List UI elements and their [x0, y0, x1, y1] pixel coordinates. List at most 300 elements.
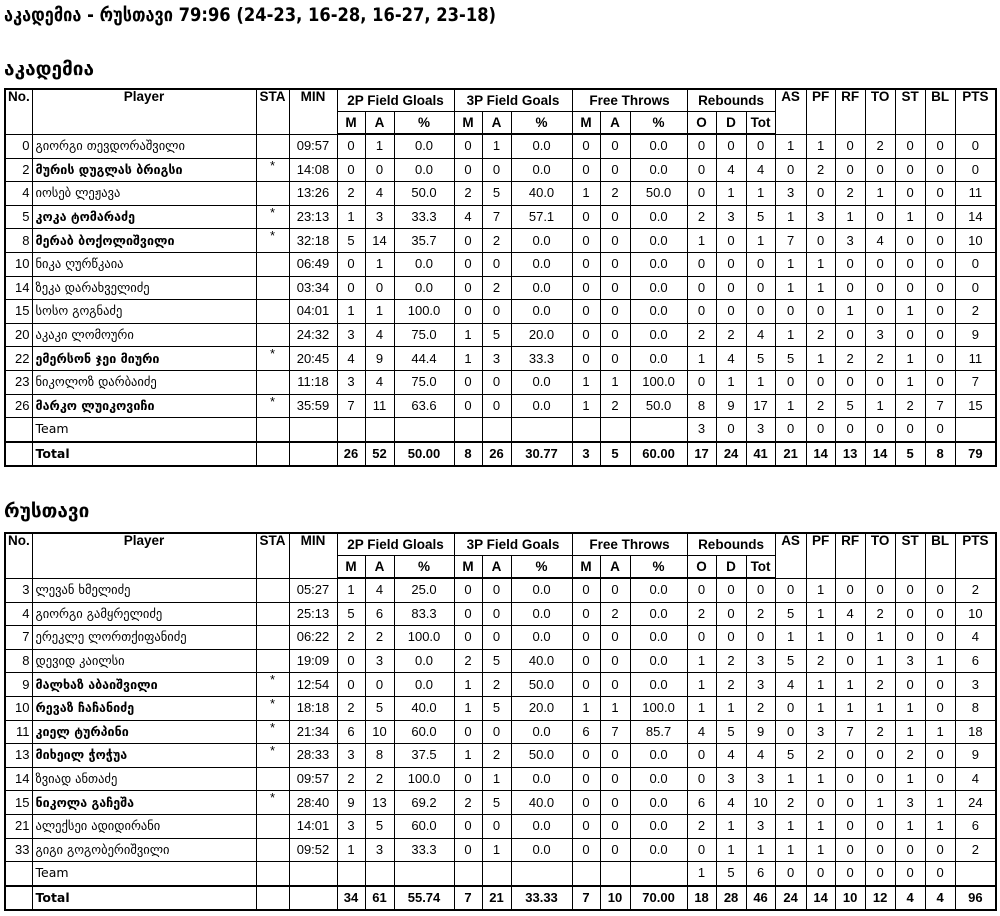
player-number: 10 — [5, 696, 32, 720]
team-stat-bl: 0 — [925, 418, 955, 442]
stat-a3: 0 — [482, 720, 511, 744]
stat-pts: 7 — [955, 370, 996, 394]
stat-tot: 1 — [746, 229, 775, 253]
stat-m3: 0 — [454, 602, 482, 626]
player-minutes: 25:13 — [289, 602, 337, 626]
stat-aft: 0 — [600, 347, 630, 371]
stat-d: 0 — [716, 300, 746, 324]
stat-o: 0 — [687, 578, 716, 602]
stat-pf: 1 — [806, 276, 835, 300]
stat-as: 7 — [775, 229, 806, 253]
stat-pft: 0.0 — [630, 323, 687, 347]
stat-to: 0 — [865, 300, 895, 324]
player-name: ნიკოლოზ დარბაიძე — [32, 370, 256, 394]
stat-st: 1 — [895, 720, 925, 744]
stat-o: 2 — [687, 814, 716, 838]
stat-pf: 1 — [806, 814, 835, 838]
stat-p3: 0.0 — [511, 767, 572, 791]
stat-p3: 50.0 — [511, 673, 572, 697]
box-score-table-away — [4, 532, 997, 911]
empty-cell — [394, 418, 454, 442]
header-rebounds: Rebounds — [687, 89, 775, 112]
player-row — [5, 578, 996, 602]
header-3p-field-goals: 3P Field Goals — [454, 533, 572, 556]
empty-cell — [256, 442, 289, 467]
player-name: ემერსონ ჯეი მიური — [32, 347, 256, 371]
stat-as: 5 — [775, 602, 806, 626]
player-number: 3 — [5, 578, 32, 602]
total-rf: 10 — [835, 886, 865, 911]
player-number: 26 — [5, 394, 32, 418]
player-minutes: 14:01 — [289, 814, 337, 838]
stat-a2: 1 — [365, 252, 394, 276]
team-stat-st: 0 — [895, 418, 925, 442]
stat-pts: 3 — [955, 673, 996, 697]
stat-o: 0 — [687, 300, 716, 324]
stat-a3: 7 — [482, 205, 511, 229]
stat-tot: 0 — [746, 300, 775, 324]
stat-a3: 5 — [482, 182, 511, 206]
player-number: 23 — [5, 370, 32, 394]
player-starter-mark: * — [256, 158, 289, 182]
stat-d: 0 — [716, 252, 746, 276]
stat-to: 1 — [865, 626, 895, 650]
stat-pf: 1 — [806, 134, 835, 158]
header-row — [5, 89, 996, 112]
stat-st: 2 — [895, 394, 925, 418]
stat-tot: 3 — [746, 673, 775, 697]
stat-a2: 2 — [365, 767, 394, 791]
header-to: TO — [865, 533, 895, 578]
stat-as: 0 — [775, 720, 806, 744]
header-rebounds: Rebounds — [687, 533, 775, 556]
stat-a2: 14 — [365, 229, 394, 253]
stat-d: 1 — [716, 696, 746, 720]
stat-st: 1 — [895, 696, 925, 720]
stat-pf: 1 — [806, 673, 835, 697]
team-stat-tot: 3 — [746, 418, 775, 442]
subheader-a: A — [365, 556, 394, 579]
stat-aft: 0 — [600, 252, 630, 276]
stat-pts: 2 — [955, 838, 996, 862]
total-m3: 8 — [454, 442, 482, 467]
stat-a3: 2 — [482, 744, 511, 768]
empty-cell — [600, 862, 630, 886]
stat-rf: 0 — [835, 814, 865, 838]
stat-a2: 2 — [365, 626, 394, 650]
player-number: 11 — [5, 720, 32, 744]
total-aft: 10 — [600, 886, 630, 911]
stat-p2: 35.7 — [394, 229, 454, 253]
player-name: ნიკა ღურწკაია — [32, 252, 256, 276]
player-minutes: 13:26 — [289, 182, 337, 206]
stat-to: 1 — [865, 649, 895, 673]
total-row — [5, 886, 996, 911]
stat-pft: 0.0 — [630, 838, 687, 862]
stat-pts: 11 — [955, 347, 996, 371]
stat-p2: 33.3 — [394, 838, 454, 862]
stat-as: 5 — [775, 347, 806, 371]
stat-d: 4 — [716, 347, 746, 371]
subheader-tot: Tot — [746, 112, 775, 135]
player-number: 0 — [5, 134, 32, 158]
player-number: 7 — [5, 626, 32, 650]
stat-a2: 10 — [365, 720, 394, 744]
stat-p3: 20.0 — [511, 696, 572, 720]
player-number: 4 — [5, 182, 32, 206]
stat-p3: 0.0 — [511, 394, 572, 418]
stat-a2: 9 — [365, 347, 394, 371]
subheader-a: A — [482, 556, 511, 579]
stat-m2: 2 — [337, 767, 365, 791]
total-m3: 7 — [454, 886, 482, 911]
stat-m2: 0 — [337, 276, 365, 300]
player-number: 13 — [5, 744, 32, 768]
stat-a3: 0 — [482, 394, 511, 418]
stat-pft: 0.0 — [630, 347, 687, 371]
player-starter-mark — [256, 323, 289, 347]
stat-st: 0 — [895, 602, 925, 626]
player-number: 10 — [5, 252, 32, 276]
stat-st: 1 — [895, 347, 925, 371]
stat-pf: 1 — [806, 347, 835, 371]
stat-p3: 0.0 — [511, 626, 572, 650]
stat-o: 0 — [687, 370, 716, 394]
stat-aft: 2 — [600, 182, 630, 206]
stat-st: 0 — [895, 229, 925, 253]
stat-o: 4 — [687, 720, 716, 744]
player-row — [5, 767, 996, 791]
stat-m3: 0 — [454, 767, 482, 791]
player-minutes: 14:08 — [289, 158, 337, 182]
stat-m3: 1 — [454, 347, 482, 371]
header-row — [5, 533, 996, 556]
player-number: 20 — [5, 323, 32, 347]
total-p2: 55.74 — [394, 886, 454, 911]
stat-to: 0 — [865, 578, 895, 602]
header-free-throws: Free Throws — [572, 89, 687, 112]
stat-o: 0 — [687, 276, 716, 300]
stat-a3: 0 — [482, 626, 511, 650]
stat-a3: 0 — [482, 814, 511, 838]
stat-st: 1 — [895, 300, 925, 324]
stat-bl: 0 — [925, 229, 955, 253]
stat-pts: 2 — [955, 578, 996, 602]
stat-pft: 0.0 — [630, 649, 687, 673]
team-stat-rf: 0 — [835, 862, 865, 886]
stat-aft: 0 — [600, 578, 630, 602]
stat-m3: 0 — [454, 276, 482, 300]
player-row — [5, 838, 996, 862]
total-o: 17 — [687, 442, 716, 467]
stat-tot: 0 — [746, 252, 775, 276]
stat-m3: 0 — [454, 814, 482, 838]
stat-rf: 1 — [835, 673, 865, 697]
stat-pft: 0.0 — [630, 205, 687, 229]
stat-pts: 15 — [955, 394, 996, 418]
player-name: სოსო გოგნაძე — [32, 300, 256, 324]
player-name: მიხეილ ჭოჭუა — [32, 744, 256, 768]
stat-d: 5 — [716, 720, 746, 744]
stat-p3: 0.0 — [511, 276, 572, 300]
subheader-m: M — [454, 556, 482, 579]
stat-a3: 0 — [482, 578, 511, 602]
player-row — [5, 323, 996, 347]
subheader-d: D — [716, 112, 746, 135]
stat-p3: 40.0 — [511, 649, 572, 673]
header-st: ST — [895, 89, 925, 134]
stat-as: 1 — [775, 276, 806, 300]
stat-a2: 0 — [365, 276, 394, 300]
stat-m3: 0 — [454, 300, 482, 324]
stat-pft: 50.0 — [630, 182, 687, 206]
header-no: No. — [5, 533, 32, 578]
player-starter-mark: * — [256, 205, 289, 229]
stat-a2: 8 — [365, 744, 394, 768]
stat-bl: 0 — [925, 158, 955, 182]
stat-d: 1 — [716, 182, 746, 206]
stat-m3: 0 — [454, 838, 482, 862]
stat-as: 1 — [775, 814, 806, 838]
player-minutes: 23:13 — [289, 205, 337, 229]
stat-a3: 0 — [482, 370, 511, 394]
stat-pf: 1 — [806, 696, 835, 720]
stat-a3: 0 — [482, 252, 511, 276]
subheader-pct: % — [511, 556, 572, 579]
stat-pf: 0 — [806, 229, 835, 253]
stat-bl: 0 — [925, 767, 955, 791]
player-starter-mark: * — [256, 673, 289, 697]
stat-rf: 7 — [835, 720, 865, 744]
stat-p2: 44.4 — [394, 347, 454, 371]
stat-p3: 0.0 — [511, 720, 572, 744]
player-name: ზვიად ანთაძე — [32, 767, 256, 791]
stat-mft: 0 — [572, 276, 600, 300]
player-row — [5, 347, 996, 371]
stat-rf: 5 — [835, 394, 865, 418]
stat-mft: 1 — [572, 394, 600, 418]
total-d: 28 — [716, 886, 746, 911]
stat-m2: 3 — [337, 814, 365, 838]
total-pf: 14 — [806, 442, 835, 467]
empty-cell — [955, 862, 996, 886]
stat-o: 6 — [687, 791, 716, 815]
header-no: No. — [5, 89, 32, 134]
stat-tot: 10 — [746, 791, 775, 815]
stat-a3: 0 — [482, 602, 511, 626]
player-name: იოსებ ლეჟავა — [32, 182, 256, 206]
header-pts: PTS — [955, 533, 996, 578]
stat-bl: 0 — [925, 370, 955, 394]
empty-cell — [955, 418, 996, 442]
header-sta: STA — [256, 89, 289, 134]
stat-rf: 3 — [835, 229, 865, 253]
stat-rf: 0 — [835, 791, 865, 815]
player-row — [5, 370, 996, 394]
total-p3: 33.33 — [511, 886, 572, 911]
stat-mft: 0 — [572, 744, 600, 768]
stat-pft: 100.0 — [630, 370, 687, 394]
stat-st: 0 — [895, 252, 925, 276]
stat-bl: 0 — [925, 134, 955, 158]
stat-rf: 0 — [835, 838, 865, 862]
total-a2: 52 — [365, 442, 394, 467]
stat-tot: 0 — [746, 578, 775, 602]
stat-m2: 0 — [337, 673, 365, 697]
stat-o: 1 — [687, 229, 716, 253]
stat-pf: 3 — [806, 720, 835, 744]
stat-p2: 75.0 — [394, 370, 454, 394]
stat-pft: 50.0 — [630, 394, 687, 418]
stat-aft: 0 — [600, 205, 630, 229]
stat-to: 0 — [865, 276, 895, 300]
stat-mft: 0 — [572, 323, 600, 347]
stat-st: 0 — [895, 838, 925, 862]
header-as: AS — [775, 533, 806, 578]
player-row — [5, 394, 996, 418]
header-pts: PTS — [955, 89, 996, 134]
stat-mft: 0 — [572, 602, 600, 626]
header-bl: BL — [925, 89, 955, 134]
stat-a2: 4 — [365, 578, 394, 602]
stat-bl: 7 — [925, 394, 955, 418]
stat-st: 1 — [895, 767, 925, 791]
empty-cell — [482, 418, 511, 442]
stat-rf: 0 — [835, 370, 865, 394]
player-minutes: 21:34 — [289, 720, 337, 744]
stat-p2: 75.0 — [394, 323, 454, 347]
stat-p3: 20.0 — [511, 323, 572, 347]
subheader-tot: Tot — [746, 556, 775, 579]
total-to: 12 — [865, 886, 895, 911]
stat-aft: 2 — [600, 394, 630, 418]
stat-p3: 0.0 — [511, 229, 572, 253]
total-as: 21 — [775, 442, 806, 467]
stat-m3: 4 — [454, 205, 482, 229]
player-minutes: 28:40 — [289, 791, 337, 815]
stat-aft: 2 — [600, 602, 630, 626]
stat-to: 0 — [865, 838, 895, 862]
stat-st: 0 — [895, 158, 925, 182]
player-row — [5, 649, 996, 673]
stat-d: 1 — [716, 370, 746, 394]
player-minutes: 20:45 — [289, 347, 337, 371]
subheader-a: A — [482, 112, 511, 135]
player-number: 15 — [5, 300, 32, 324]
stat-pft: 0.0 — [630, 626, 687, 650]
empty-cell — [5, 418, 32, 442]
stat-tot: 0 — [746, 626, 775, 650]
empty-cell — [289, 442, 337, 467]
header-st: ST — [895, 533, 925, 578]
stat-a2: 13 — [365, 791, 394, 815]
stat-p2: 69.2 — [394, 791, 454, 815]
stat-o: 1 — [687, 696, 716, 720]
stat-tot: 1 — [746, 838, 775, 862]
stat-bl: 1 — [925, 814, 955, 838]
stat-aft: 0 — [600, 276, 630, 300]
player-starter-mark — [256, 626, 289, 650]
team-stat-as: 0 — [775, 418, 806, 442]
stat-bl: 0 — [925, 673, 955, 697]
stat-as: 1 — [775, 134, 806, 158]
team-stat-pf: 0 — [806, 418, 835, 442]
stat-a2: 1 — [365, 300, 394, 324]
player-minutes: 09:57 — [289, 767, 337, 791]
stat-pts: 9 — [955, 744, 996, 768]
stat-bl: 0 — [925, 626, 955, 650]
player-row — [5, 158, 996, 182]
stat-pts: 4 — [955, 767, 996, 791]
stat-st: 0 — [895, 134, 925, 158]
stat-rf: 0 — [835, 744, 865, 768]
player-name: ნიკოლა გაჩეშა — [32, 791, 256, 815]
stat-mft: 6 — [572, 720, 600, 744]
stat-pft: 0.0 — [630, 767, 687, 791]
game-title: აკადემია - რუსთავი 79:96 (24-23, 16-28, 16-27, 23-18) — [4, 4, 497, 26]
stat-pts: 14 — [955, 205, 996, 229]
empty-cell — [289, 862, 337, 886]
empty-cell — [511, 418, 572, 442]
stat-a2: 1 — [365, 134, 394, 158]
stat-p3: 40.0 — [511, 791, 572, 815]
total-p2: 50.00 — [394, 442, 454, 467]
stat-m3: 0 — [454, 134, 482, 158]
empty-cell — [600, 418, 630, 442]
stat-mft: 0 — [572, 673, 600, 697]
stat-pft: 85.7 — [630, 720, 687, 744]
stat-as: 0 — [775, 578, 806, 602]
stat-bl: 0 — [925, 300, 955, 324]
stat-p3: 0.0 — [511, 602, 572, 626]
stat-m2: 1 — [337, 205, 365, 229]
stat-pts: 0 — [955, 276, 996, 300]
stat-to: 0 — [865, 767, 895, 791]
stat-tot: 4 — [746, 323, 775, 347]
subheader-o: O — [687, 112, 716, 135]
total-pts: 79 — [955, 442, 996, 467]
stat-tot: 4 — [746, 744, 775, 768]
subheader-pct: % — [630, 112, 687, 135]
stat-d: 0 — [716, 229, 746, 253]
stat-m2: 1 — [337, 578, 365, 602]
stat-pts: 2 — [955, 300, 996, 324]
player-number: 15 — [5, 791, 32, 815]
stat-p2: 0.0 — [394, 673, 454, 697]
stat-aft: 0 — [600, 134, 630, 158]
subheader-m: M — [454, 112, 482, 135]
stat-pf: 3 — [806, 205, 835, 229]
empty-cell — [337, 418, 365, 442]
stat-mft: 1 — [572, 696, 600, 720]
player-starter-mark — [256, 767, 289, 791]
stat-p2: 60.0 — [394, 814, 454, 838]
stat-pf: 2 — [806, 744, 835, 768]
stat-mft: 0 — [572, 300, 600, 324]
stat-p2: 60.0 — [394, 720, 454, 744]
header-bl: BL — [925, 533, 955, 578]
stat-tot: 3 — [746, 649, 775, 673]
stat-pts: 9 — [955, 323, 996, 347]
stat-rf: 0 — [835, 323, 865, 347]
stat-p2: 100.0 — [394, 300, 454, 324]
stat-as: 1 — [775, 838, 806, 862]
player-starter-mark — [256, 602, 289, 626]
stat-m3: 1 — [454, 696, 482, 720]
stat-bl: 1 — [925, 649, 955, 673]
player-starter-mark — [256, 814, 289, 838]
stat-m2: 3 — [337, 370, 365, 394]
